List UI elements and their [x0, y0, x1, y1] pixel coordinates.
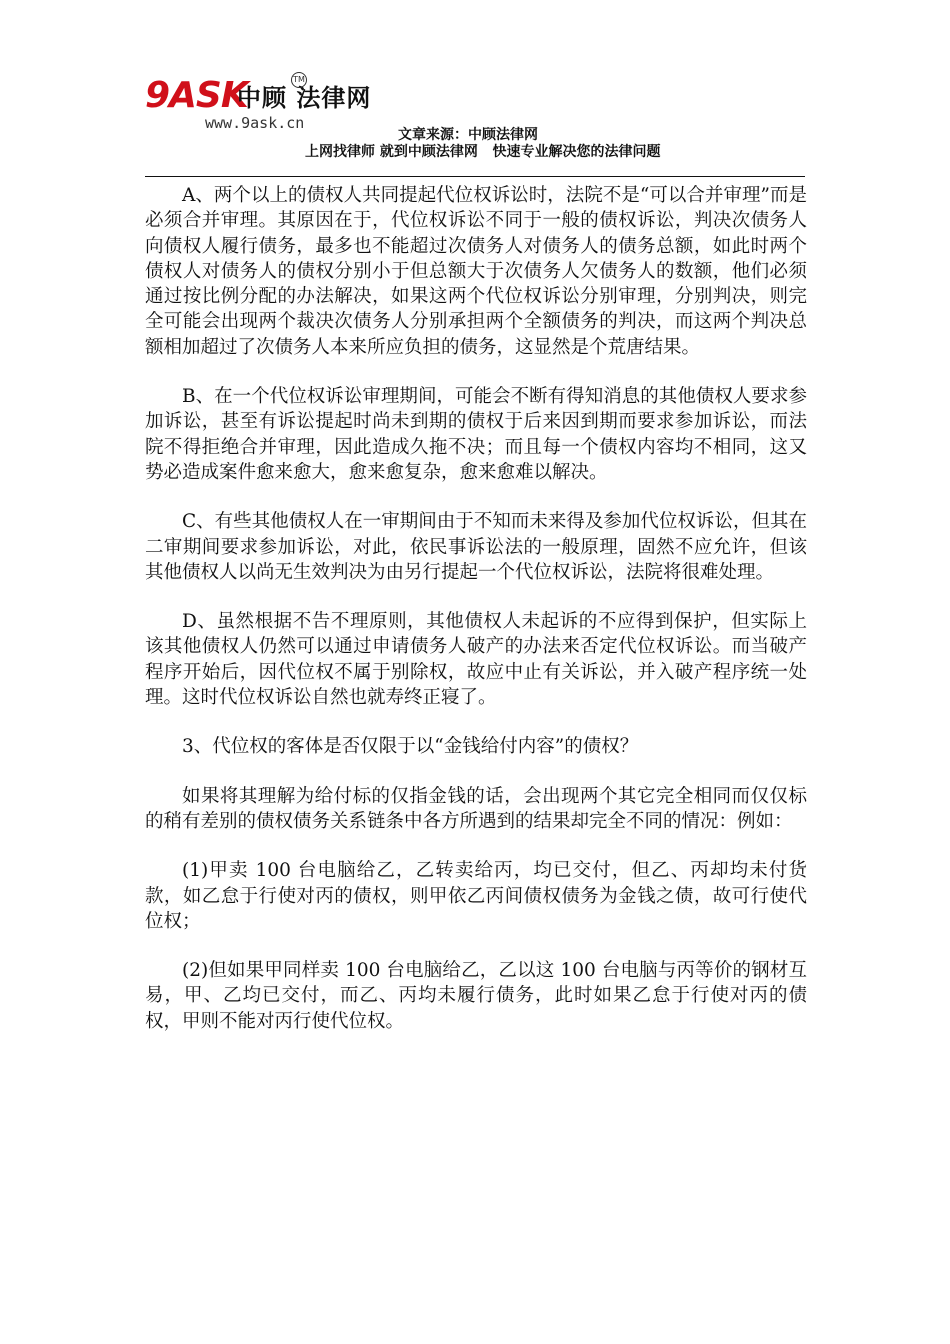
- logo-chinese-name: 中顾 法律网: [237, 84, 372, 112]
- header-divider: [145, 176, 805, 177]
- paragraph-example-1: (1)甲卖 100 台电脑给乙，乙转卖给丙，均已交付，但乙、丙却均未付货款，如乙怠于行使对丙的债权，则甲依乙丙间债权债务为金钱之债，故可行使代位权；: [145, 860, 807, 932]
- trademark-icon: TM: [291, 72, 307, 88]
- paragraph-c: C、有些其他债权人在一审期间由于不知而未来得及参加代位权诉讼，但其在二审期间要求参加诉讼，对此，依民事诉讼法的一般原理，固然不应允许，但该其他债权人以尚无生效判决为由另行提起一个代位权诉讼，法院将很难处理。: [145, 511, 807, 583]
- article-body: [145, 183, 807, 1058]
- paragraph-intro-example: 如果将其理解为给付标的仅指金钱的话，会出现两个其它完全相同而仅仅标的稍有差别的债权债务关系链条中各方所遇到的结果却完全不同的情况：例如：: [145, 785, 807, 832]
- paragraph-d: D、虽然根据不告不理原则，其他债权人未起诉的不应得到保护，但实际上该其他债权人仍然可以通过申请债务人破产的办法来否定代位权诉讼。而当破产程序开始后，因代位权不属于别除权，故应中止有关诉讼，并入破产程序统一处理。这时代位权诉讼自然也就寿终正寝了。: [145, 611, 807, 709]
- logo[interactable]: [145, 76, 395, 136]
- paragraph-b: B、在一个代位权诉讼审理期间，可能会不断有得知消息的其他债权人要求参加诉讼，甚至有诉讼提起时尚未到期的债权于后来因到期而要求参加诉讼，而法院不得拒绝合并审理，因此造成久拖不决；而且每一个债权内容均不相同，这又势必造成案件愈来愈大，愈来愈复杂，愈来愈难以解决。: [145, 386, 807, 483]
- article-source: 文章来源：中顾法律网: [398, 127, 538, 143]
- logo-mark: 9ASK: [145, 75, 248, 116]
- page-header: [0, 0, 950, 180]
- paragraph-a: A、两个以上的债权人共同提起代位权诉讼时，法院不是“可以合并审理”而是必须合并审理。其原因在于，代位权诉讼不同于一般的债权诉讼，判决次债务人向债权人履行债务，最多也不能超过次债务人对债务人的债务总额，如此时两个债权人对债务人的债权分别小于但总额大于次债务人欠债务人的数额，他们必须通过按比例分配的办法解决，如果这两个代位权诉讼分别审理，分别判决，则完全可能会出现两个裁决次债务人分别承担两个全额债务的判决，而这两个判决总额相加超过了次债务人本来所应负担的债务，这显然是个荒唐结果。: [145, 185, 807, 358]
- logo-url: www.9ask.cn: [205, 114, 305, 132]
- paragraph-example-2: (2)但如果甲同样卖 100 台电脑给乙，乙以这 100 台电脑与丙等价的钢材互易，甲、乙均已交付，而乙、丙均未履行债务，此时如果乙怠于行使对丙的债权，甲则不能对丙行使代位权。: [145, 960, 807, 1032]
- header-slogan: 上网找律师 就到中顾法律网 快速专业解决您的法律问题: [305, 144, 661, 160]
- section-heading-3: 3、代位权的客体是否仅限于以“金钱给付内容”的债权？: [182, 736, 639, 758]
